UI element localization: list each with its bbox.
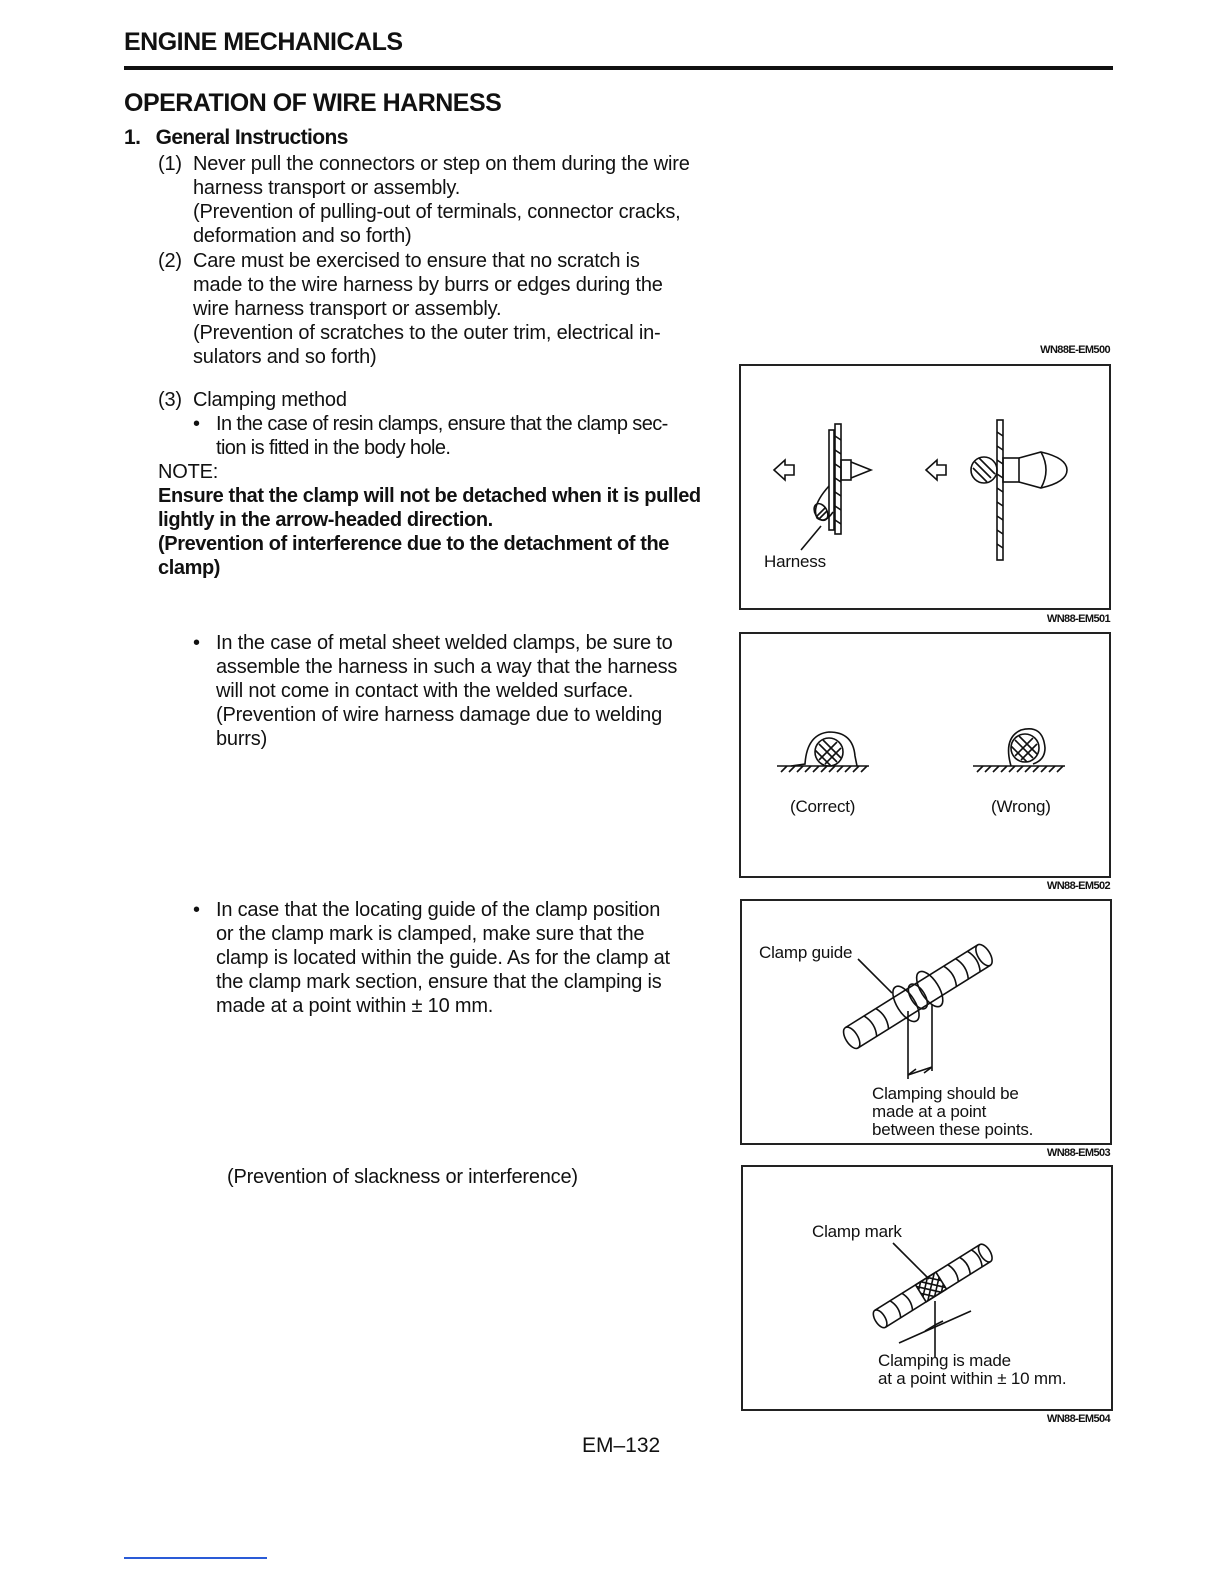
wrong-label: (Wrong) xyxy=(991,797,1051,816)
clamp-mark-line: at a point within ± 10 mm. xyxy=(878,1369,1067,1388)
heading-number: 1. xyxy=(124,126,141,149)
clamp-mark-note xyxy=(878,1352,1066,1388)
figure-code: WN88-EM503 xyxy=(1046,1147,1110,1159)
figure-code: WN88-EM501 xyxy=(1046,613,1110,625)
item-3-number: (3) xyxy=(158,389,182,411)
resin-clamp-figure xyxy=(739,364,1111,610)
clamp-mark-line: Clamping is made xyxy=(878,1351,1011,1370)
correct-label: (Correct) xyxy=(790,797,856,816)
bullet-icon: • xyxy=(193,413,200,435)
note-label: NOTE: xyxy=(158,461,219,483)
clamp-mark-label: Clamp mark xyxy=(812,1222,902,1241)
page-number: EM–132 xyxy=(582,1434,661,1457)
welded-clamp-line: (Prevention of wire harness damage due to welding xyxy=(216,704,663,726)
page-title: OPERATION OF WIRE HARNESS xyxy=(124,89,502,117)
locating-guide-line: or the clamp mark is clamped, make sure that the xyxy=(216,923,645,945)
item-2-number: (2) xyxy=(158,250,182,272)
figure-code: WN88-EM504 xyxy=(1046,1413,1110,1425)
clamp-guide-figure xyxy=(740,899,1112,1145)
bottom-link-bar xyxy=(124,1557,267,1559)
welded-clamp-figure xyxy=(739,632,1111,878)
locating-guide-text xyxy=(216,898,670,1018)
note-line: clamp) xyxy=(158,557,221,579)
item-2-line: sulators and so forth) xyxy=(193,346,377,368)
welded-clamp-line: assemble the harness in such a way that the harness xyxy=(216,656,678,678)
harness-label: Harness xyxy=(764,552,826,571)
welded-clamp-illustration xyxy=(741,634,1109,876)
item-1-line: Never pull the connectors or step on them during the wire xyxy=(193,153,690,175)
figure-code: WN88E-EM500 xyxy=(1040,344,1110,356)
item-1-line: deformation and so forth) xyxy=(193,225,412,247)
item-1-line: (Prevention of pulling-out of terminals, connector cracks, xyxy=(193,201,681,223)
figure-code: WN88-EM502 xyxy=(1046,880,1110,892)
note-line: lightly in the arrow-headed direction. xyxy=(158,509,493,531)
section-header: ENGINE MECHANICALS xyxy=(124,28,403,56)
item-1-line: harness transport or assembly. xyxy=(193,177,461,199)
item-2-line: wire harness transport or assembly. xyxy=(193,298,502,320)
bullet-icon: • xyxy=(193,899,200,921)
item-3-label: Clamping method xyxy=(193,389,347,411)
item-2-text xyxy=(193,249,663,369)
resin-clamp-line: tion is fitted in the body hole. xyxy=(216,437,451,459)
item-2-line: (Prevention of scratches to the outer trim, electrical in- xyxy=(193,322,661,344)
welded-clamp-line: will not come in contact with the welded surface. xyxy=(216,680,634,702)
clamping-range-line: Clamping should be xyxy=(872,1084,1019,1103)
item-2-line: made to the wire harness by burrs or edges during the xyxy=(193,274,663,296)
clamp-mark-figure xyxy=(741,1165,1113,1411)
clamp-guide-label: Clamp guide xyxy=(759,943,853,962)
clamping-range-line: made at a point xyxy=(872,1102,987,1121)
note-line: (Prevention of interference due to the detachment of the xyxy=(158,533,669,555)
header-rule xyxy=(124,66,1113,70)
heading-text: General Instructions xyxy=(155,126,348,149)
locating-guide-line: the clamp mark section, ensure that the clamping is xyxy=(216,971,662,993)
resin-clamp-line: In the case of resin clamps, ensure that the clamp sec- xyxy=(216,413,668,435)
item-2-line: Care must be exercised to ensure that no scratch is xyxy=(193,250,640,272)
welded-clamp-text xyxy=(216,631,677,751)
welded-clamp-line: burrs) xyxy=(216,728,268,750)
locating-guide-line: In case that the locating guide of the clamp position xyxy=(216,899,661,921)
locating-guide-line: made at a point within ± 10 mm. xyxy=(216,995,494,1017)
resin-clamp-illustration xyxy=(741,366,1109,608)
clamping-range-note xyxy=(872,1085,1033,1139)
welded-clamp-line: In the case of metal sheet welded clamps, be sure to xyxy=(216,632,673,654)
bullet-icon: • xyxy=(193,632,200,654)
general-instructions-heading xyxy=(124,126,348,150)
clamping-range-line: between these points. xyxy=(872,1120,1034,1139)
item-1-number: (1) xyxy=(158,153,182,175)
locating-guide-line: clamp is located within the guide. As for the clamp at xyxy=(216,947,670,969)
note-line: Ensure that the clamp will not be detached when it is pulled xyxy=(158,485,701,507)
item-1-text xyxy=(193,152,690,248)
prevention-note: (Prevention of slackness or interference) xyxy=(227,1166,578,1188)
note-text xyxy=(158,484,701,580)
resin-clamp-text xyxy=(216,412,668,460)
